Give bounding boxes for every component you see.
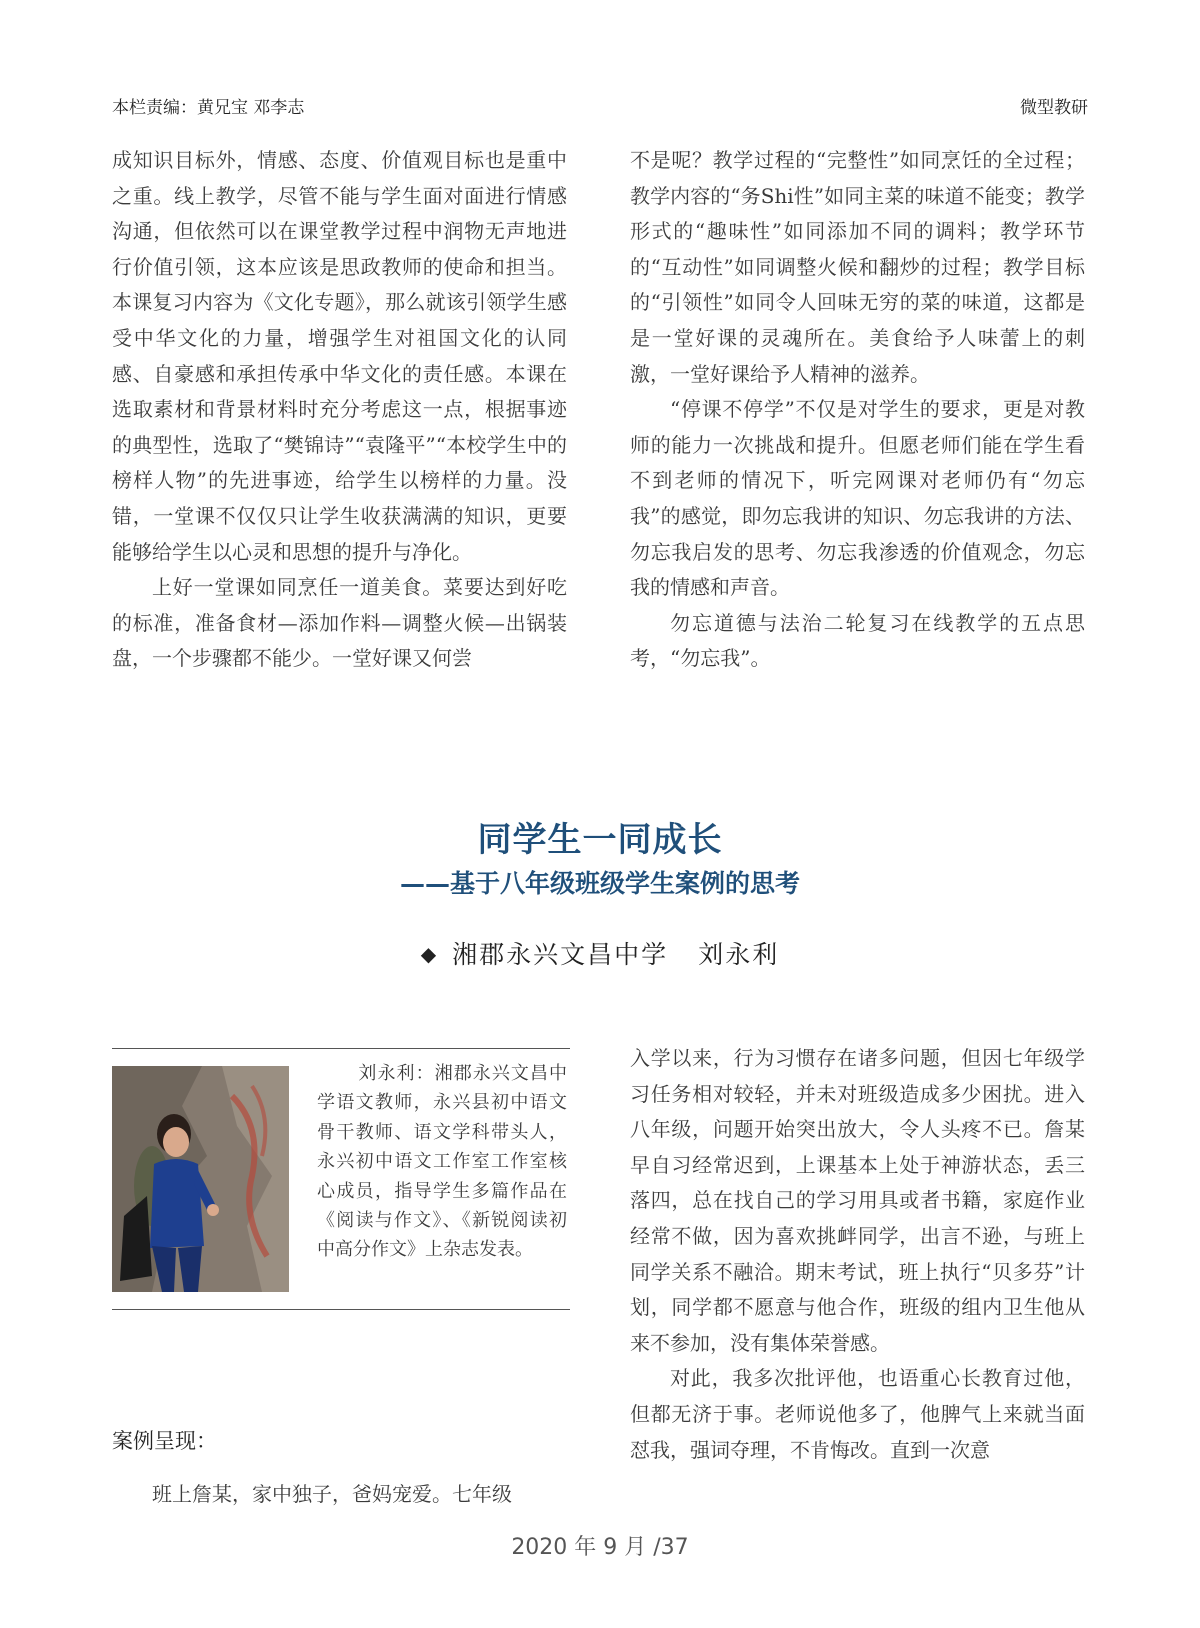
paragraph: 班上詹某，家中独子，爸妈宠爱。七年级	[152, 1482, 512, 1506]
paragraph: 上好一堂课如同烹任一道美食。菜要达到好吃的标准，准备食材—添加作料—调整火候—出锅装盘，一个步骤都不能少。一堂好课又何尝	[112, 575, 567, 671]
column-2	[630, 143, 1085, 677]
author-bio	[317, 1059, 567, 1265]
paragraph: 对此，我多次批评他，也语重心长教育过他，但都无济于事。老师说他多了，他脾气上来就当面怼我，强词夺理，不肯悔改。直到一次意	[630, 1366, 1085, 1462]
paragraph: “停课不停学”不仅是对学生的要求，更是对教师的能力一次挑战和提升。但愿老师们能在学生看不到老师的情况下，听完网课对老师仍有“勿忘我”的感觉，即勿忘我讲的知识、勿忘我讲的方法、勿忘我启发的思考、勿忘我渗透的价值观念，勿忘我的情感和声音。	[630, 397, 1085, 600]
bio-text: 湘郡永兴文昌中学语文教师，永兴县初中语文骨干教师、语文学科带头人，永兴初中语文工作室工作室核心成员，指导学生多篇作品在《阅读与作文》、《新锐阅读初中高分作文》上杂志发表。	[317, 1063, 568, 1261]
column-1	[112, 143, 567, 677]
article-title: 同学生一同成长	[477, 820, 723, 860]
author-photo	[112, 1066, 289, 1292]
section-heading: 案例呈现：	[112, 1429, 217, 1453]
column-3	[112, 1477, 567, 1513]
page-footer: 2020 年 9 月 /37	[511, 1535, 689, 1560]
paragraph: 成知识目标外，情感、态度、价值观目标也是重中之重。线上教学，尽管不能与学生面对面进行情感沟通，但依然可以在课堂教学过程中润物无声地进行价值引领，这本应该是思政教师的使命和担当。本课复习内容为《文化专题》，那么就该引领学生感受中华文化的力量，增强学生对祖国文化的认同感、自豪感和承担传承中华文化的责任感。本课在选取素材和背景材料时充分考虑这一点，根据事迹的典型性，选取了“樊锦诗”“袁隆平”“本校学生中的榜样人物”的先进事迹，给学生以榜样的力量。没错，一堂课不仅仅只让学生收获满满的知识，更要能够给学生以心灵和思想的提升与净化。	[112, 148, 567, 564]
paragraph: 勿忘道德与法治二轮复习在线教学的五点思考，“勿忘我”。	[630, 610, 1085, 671]
bio-name: 刘永利：	[358, 1063, 435, 1084]
author-bio-box	[112, 1048, 570, 1310]
header-editor: 本栏责编：黄兄宝 邓李志	[112, 98, 305, 118]
paragraph: 入学以来，行为习惯存在诸多问题，但因七年级学习任务相对较轻，并未对班级造成多少困扰。进入八年级，问题开始突出放大，令人头疼不已。詹某早自习经常迟到，上课基本上处于神游状态，丢三落四，总在找自己的学习用具或者书籍，家庭作业经常不做，因为喜欢挑衅同学，出言不逊，与班上同学关系不融洽。期末考试，班上执行“贝多芬”计划，同学都不愿意与他合作，班级的组内卫生他从来不参加，没有集体荣誉感。	[630, 1046, 1085, 1355]
column-4	[630, 1041, 1085, 1468]
paragraph: 不是呢？教学过程的“完整性”如同烹饪的全过程；教学内容的“务Shi性”如同主菜的味道不能变；教学形式的“趣味性”如同添加不同的调料；教学环节的“互动性”如同调整火候和翻炒的过程；教学目标的“引领性”如同令人回味无穷的菜的味道，这都是是一堂好课的灵魂所在。美食给予人味蕾上的刺激，一堂好课给予人精神的滋养。	[630, 148, 1085, 386]
diamond-icon: ◆	[420, 942, 439, 966]
author-school: 湘郡永兴文昌中学	[452, 940, 669, 969]
byline	[0, 935, 1200, 971]
header-column-name: 微型教研	[1020, 98, 1088, 118]
author-name: 刘永利	[698, 940, 780, 969]
article-subtitle: ——基于八年级班级学生案例的思考	[399, 869, 800, 898]
